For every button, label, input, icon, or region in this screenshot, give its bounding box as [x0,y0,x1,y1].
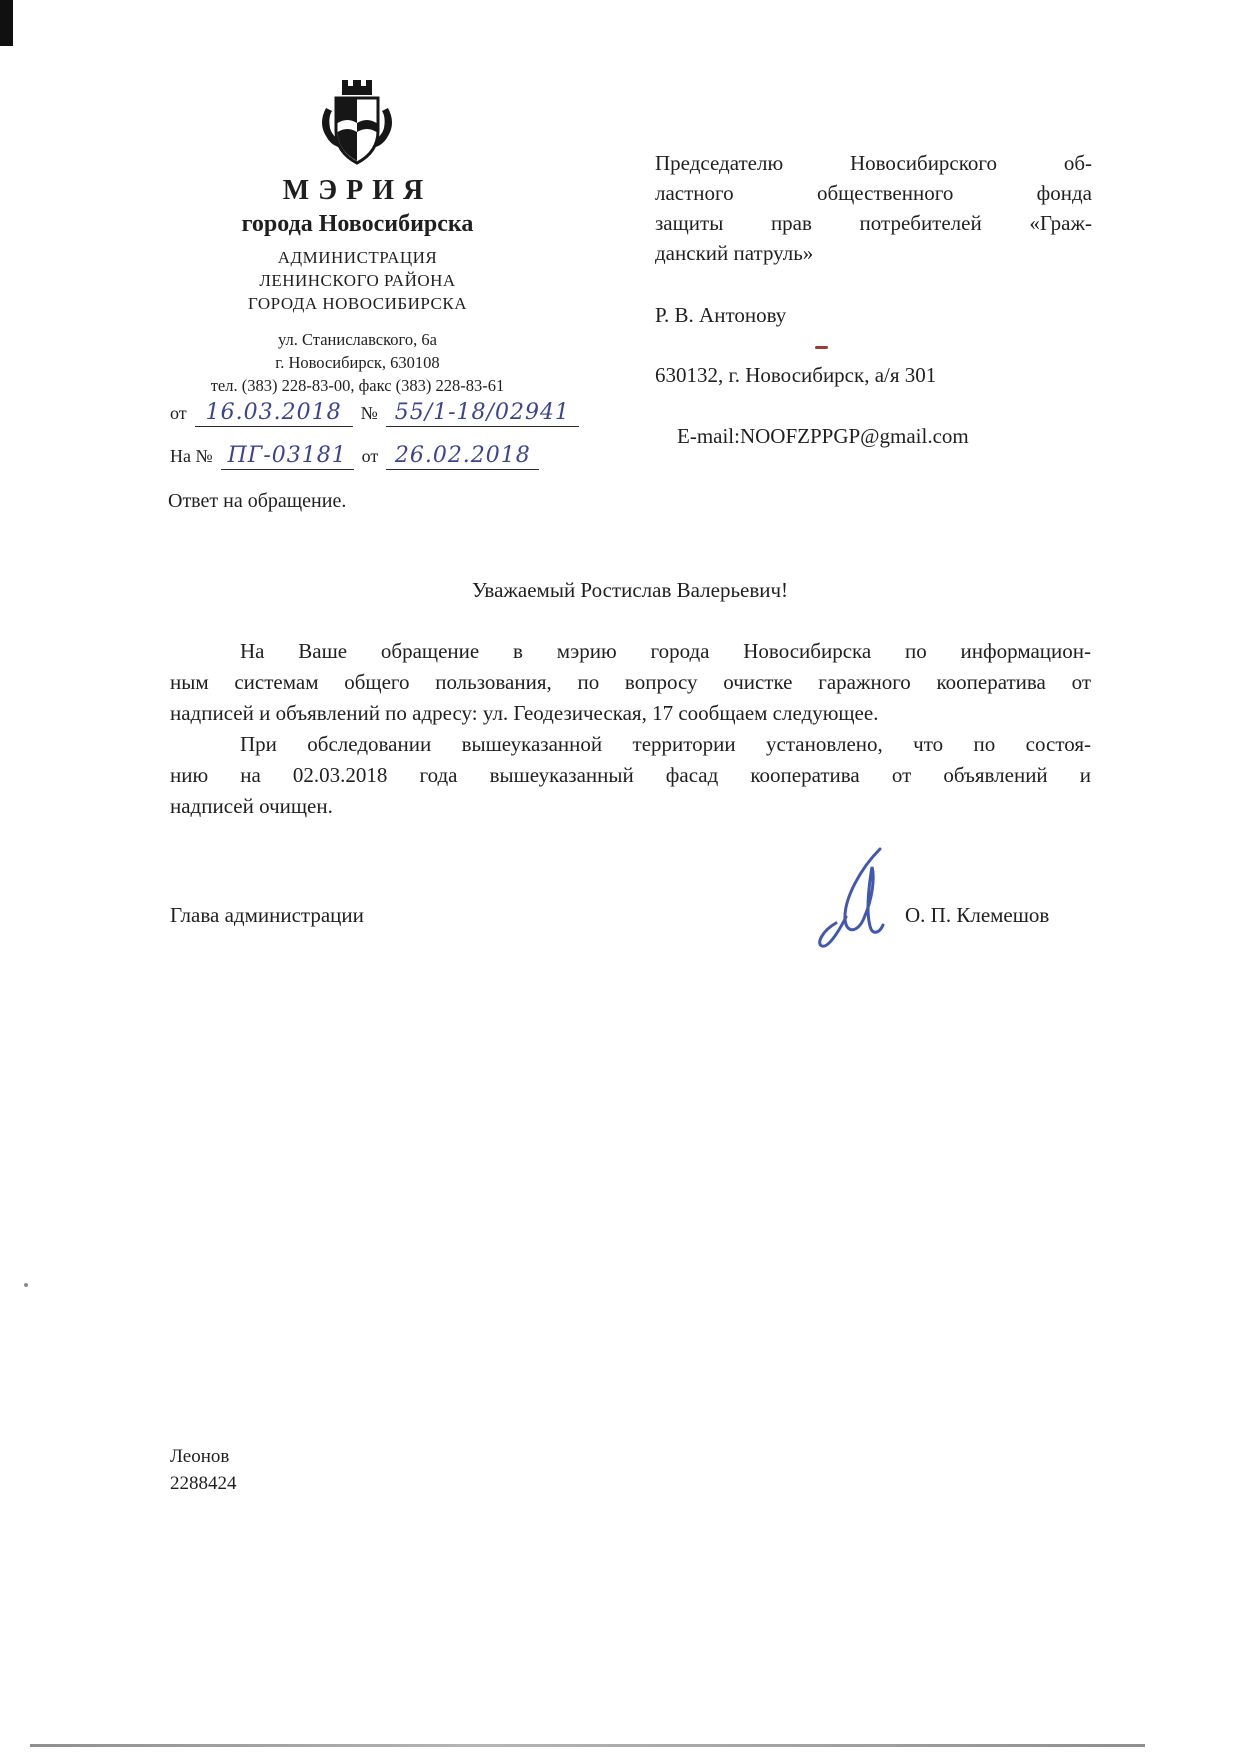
incoming-number-field [221,443,354,470]
outgoing-ref-row [170,400,610,427]
scan-edge-line [30,1744,1145,1747]
body-text-line: надписей и объявлений по адресу: ул. Геодезическая, 17 сообщаем следующее. [170,701,879,725]
outgoing-number-label: № [360,403,378,423]
addressee-block [655,148,1092,268]
incoming-ref-row [170,443,610,470]
addressee-email: E-mail:NOOFZPPGP@gmail.com [677,424,969,448]
addressee-line: Председателю Новосибирского об- [655,151,1092,175]
org-title-line1: МЭРИЯ [282,175,433,206]
scan-dot-artifact [24,1283,28,1287]
scan-corner-artifact [0,0,13,46]
body-text-line: надписей очищен. [170,794,333,818]
reference-block [170,400,610,486]
signer-name: О. П. Клемешов [905,903,1050,927]
body-paragraph-2 [170,729,1091,822]
letter-subject: Ответ на обращение. [168,490,347,512]
ink-dash-mark [815,346,828,349]
executor-phone: 2288424 [170,1473,237,1494]
addressee-line: данский патруль» [655,241,814,265]
body-text-line: На Ваше обращение в мэрию города Новосибирска по информацион- [240,639,1091,663]
incoming-number-value: ПГ-03181 [227,443,347,468]
incoming-date-value: 26.02.2018 [394,443,531,468]
incoming-date-label: от [361,446,379,466]
addressee-line: защиты прав потребителей «Граж- [655,211,1092,235]
body-text-line: нию на 02.03.2018 года вышеуказанный фасад кооператива от объявлений и [170,763,1091,787]
outgoing-date-field [195,400,353,427]
addressee-name: Р. В. Антонову [655,303,787,327]
org-address-line: г. Новосибирск, 630108 [275,353,440,372]
org-title-line2: города Новосибирска [241,211,474,237]
outgoing-date-label: от [170,403,187,423]
novosibirsk-coat-of-arms-icon [316,78,398,170]
outgoing-number-value: 55/1-18/02941 [394,400,570,425]
org-subtitle-line: АДМИНИСТРАЦИЯ [277,248,438,267]
handwritten-signature [802,843,917,958]
org-subtitle-line: ГОРОДА НОВОСИБИРСКА [247,294,468,313]
body-paragraph-1 [170,636,1091,729]
salutation: Уважаемый Ростислав Валерьевич! [471,578,789,602]
letterhead [160,174,555,397]
org-phone-line: тел. (383) 228-83-00, факс (383) 228-83-61 [210,376,505,395]
body-text-line: ным системам общего пользования, по вопросу очистке гаражного кооператива от [170,670,1091,694]
signer-position: Глава администрации [170,903,364,927]
outgoing-number-field [386,400,579,427]
body-text-line: При обследовании вышеуказанной территории установлено, что по состоя- [240,732,1091,756]
org-address-line: ул. Станиславского, 6а [278,330,437,349]
outgoing-date-value: 16.03.2018 [205,400,342,425]
addressee-postal-address: 630132, г. Новосибирск, а/я 301 [655,363,937,387]
incoming-number-label: На № [170,446,213,466]
executor-name: Леонов [170,1446,230,1467]
addressee-line: ластного общественного фонда [655,181,1092,205]
incoming-date-field [386,443,539,470]
org-subtitle-line: ЛЕНИНСКОГО РАЙОНА [259,271,456,290]
